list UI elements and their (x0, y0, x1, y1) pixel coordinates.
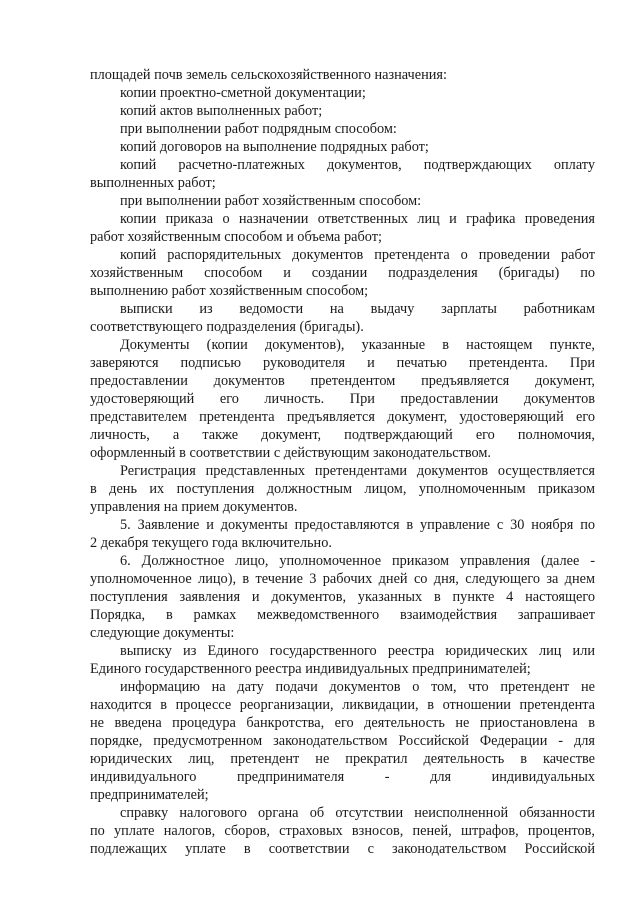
text-line: оформленный в соответствии с действующим законодательством. (90, 445, 491, 461)
text-line: 2 декабря текущего года включительно. (90, 535, 332, 551)
text-line: 5. Заявление и документы предоставляются в управление с 30 ноября по (120, 517, 595, 533)
text-line: предоставлении документов претендентом предъявляется документ, (90, 373, 595, 389)
text-line: хозяйственным способом и создании подразделения (бригады) по (90, 265, 595, 281)
text-line: при выполнении работ подрядным способом: (120, 121, 397, 137)
text-line: предпринимателей; (90, 787, 209, 803)
text-line: следующие документы: (90, 625, 235, 641)
text-line: уполномоченное лицо), в течение 3 рабочих дней со дня, следующего за днем (90, 571, 595, 587)
text-line: информацию на дату подачи документов о том, что претендент не (120, 679, 595, 695)
text-line: индивидуального предпринимателя - для индивидуальных (90, 769, 595, 785)
text-line: копий договоров на выполнение подрядных работ; (120, 139, 429, 155)
text-line: Порядка, в рамках межведомственного взаимодействия запрашивает (90, 607, 595, 623)
text-line: копий расчетно-платежных документов, подтверждающих оплату (120, 157, 595, 173)
text-line: по уплате налогов, сборов, страховых взносов, пеней, штрафов, процентов, (90, 823, 595, 839)
text-line: поступления заявления и документов, указанных в пункте 4 настоящего (90, 589, 595, 605)
text-line: выполненных работ; (90, 175, 216, 191)
text-line: не введена процедура банкротства, его деятельность не приостановлена в (90, 715, 595, 731)
text-line: копий актов выполненных работ; (120, 103, 323, 119)
text-line: удостоверяющий его личность. При предоставлении документов (90, 391, 595, 407)
text-line: выполнению работ хозяйственным способом; (90, 283, 369, 299)
text-line: юридических лиц, претендент не прекратил деятельность в качестве (90, 751, 595, 767)
text-line: Единого государственного реестра индивидуальных предпринимателей; (90, 661, 531, 677)
text-line: Документы (копии документов), указанные в настоящем пункте, (120, 337, 595, 353)
text-line: заверяются подписью руководителя и печатью претендента. При (90, 355, 595, 371)
text-line: в день их поступления должностным лицом, уполномоченным приказом (90, 481, 595, 497)
text-line: выписку из Единого государственного реестра юридических лиц или (120, 643, 595, 659)
text-line: площадей почв земель сельскохозяйственного назначения: (90, 67, 447, 83)
text-line: работ хозяйственным способом и объема работ; (90, 229, 382, 245)
text-line: копии проектно-сметной документации; (120, 85, 366, 101)
text-line: соответствующего подразделения (бригады). (90, 319, 364, 335)
text-line: 6. Должностное лицо, уполномоченное приказом управления (далее - (120, 553, 595, 569)
text-line: копии приказа о назначении ответственных лиц и графика проведения (120, 211, 595, 227)
text-line: управления на прием документов. (90, 499, 298, 515)
text-line: копий распорядительных документов претендента о проведении работ (120, 247, 595, 263)
text-line: справку налогового органа об отсутствии неисполненной обязанности (120, 805, 595, 821)
text-line: порядке, предусмотренном законодательством Российской Федерации - для (90, 733, 595, 749)
text-line: при выполнении работ хозяйственным способом: (120, 193, 422, 209)
text-line: находится в процессе реорганизации, ликвидации, в отношении претендента (90, 697, 595, 713)
text-line: представителем претендента предъявляется документ, удостоверяющий его (90, 409, 595, 425)
text-line: выписки из ведомости на выдачу зарплаты работникам (120, 301, 595, 317)
text-line: личность, а также документ, подтверждающий его полномочия, (90, 427, 595, 443)
text-line: подлежащих уплате в соответствии с законодательством Российской (90, 841, 595, 857)
text-line: Регистрация представленных претендентами документов осуществляется (120, 463, 595, 479)
